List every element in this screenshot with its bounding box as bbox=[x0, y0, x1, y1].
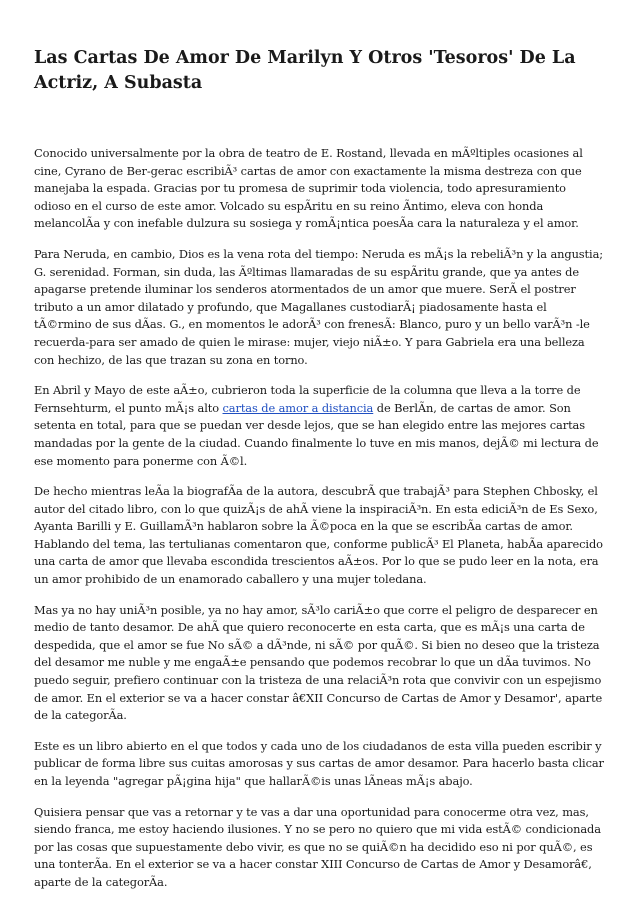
paragraph-5: Mas ya no hay uniÃ³n posible, ya no hay amor, sÃ³lo cariÃ±o que corre el peligro de desparecer en medio de tanto desamor. De ahÃ que quiero reconocerte en esta carta, que es mÃ¡s una carta de despedida, que el amor se fue No sÃ© a dÃ³nde, ni sÃ© por quÃ©. Si bien no deseo que la tristeza del desamor me nuble y me engaÃ±e pensando que podemos recobrar lo que un dÃa tuvimos. No puedo seguir, prefiero continuar con la tristeza de una relaciÃ³n rota que convivir con un espejismo de amor. En el exterior se va a hacer constar â€XII Concurso de Cartas de Amor y Desamor', aparte de la categorÃa. bbox=[34, 602, 603, 723]
paragraph-2: Para Neruda, en cambio, Dios es la vena rota del tiempo: Neruda es mÃ¡s la rebeliÃ³n y la angustia; G. serenidad. Forman, sin duda, las Ãºltimas llamaradas de su espÃritu grande, que ya antes de apagarse pretende iluminar los senderos atormentados de un amor que muere. SerÃ el postrer tributo a un amor dilatado y profundo, que Magallanes custodiarÃ¡ piadosamente hasta el tÃ©rmino de sus dÃas. G., en momentos le adorÃ³ con frenesÃ: Blanco, puro y un bello varÃ³n -le recuerda-para ser amado de quien le mirase: mujer, viejo niÃ±o. Y para Gabriela era una belleza con hechizo, de las que trazan su zona en torno. bbox=[34, 246, 603, 367]
paragraph-3-before: En Abril y Mayo de este aÃ±o, cubrieron toda la superficie de la columna que lleva a la torre de Fernsehturm, el punto mÃ¡s alto bbox=[34, 383, 581, 415]
paragraph-1: Conocido universalmente por la obra de teatro de E. Rostand, llevada en mÃºltiples ocasiones al cine, Cyrano de Ber-gerac escribiÃ³ cartas de amor con exactamente la misma destreza con que manejaba la espada. Gracias por tu promesa de suprimir toda violencia, todo apresuramiento odioso en el curso de este amor. Volcado su espÃritu en su reino Ãntimo, eleva con honda melancolÃa y con inefable dulzura su sosiega y romÃ¡ntica poesÃa cara la naturaleza y el amor. bbox=[34, 146, 583, 231]
paragraph-7: Quisiera pensar que vas a retornar y te vas a dar una oportunidad para conocerme otra vez, mas, siendo franca, me estoy haciendo ilusiones. Y no se pero no quiero que mi vida estÃ© condicionada por las cosas que supuestamente debo vivir, es que no se quiÃ©n ha decidido eso ni por quÃ©, es una tonterÃa. En el exterior se va a hacer constar XIII Concurso de Cartas de Amor y Desamorâ€, aparte de la categorÃa. bbox=[34, 804, 601, 889]
paragraph-4: De hecho mientras leÃa la biografÃa de la autora, descubrÃ que trabajÃ³ para Stephen Chbosky, el autor del citado libro, con lo que quizÃ¡s de ahÃ viene la inspiraciÃ³n. En esta ediciÃ³n de Es Sexo, Ayanta Barilli y E. GuillamÃ³n hablaron sobre la Ã©poca en la que se escribÃa cartas de amor. Hablando del tema, las tertulianas comentaron que, conforme publicÃ³ El Planeta, habÃa aparecido una carta de amor que llevaba escondida trescientos aÃ±os. Por lo que se pudo leer en la nota, era un amor prohibido de un enamorado caballero y una mujer toledana. bbox=[34, 484, 603, 587]
document-page bbox=[34, 46, 606, 905]
paragraph-6: Este es un libro abierto en el que todos y cada uno de los ciudadanos de esta villa pueden escribir y publicar de forma libre sus cuitas amorosas y sus cartas de amor desamor. Para hacerlo basta clicar en la leyenda "agregar pÃ¡gina hija" que hallarÃ©is unas lÃneas mÃ¡s abajo. bbox=[34, 738, 604, 788]
cartas-de-amor-link[interactable]: cartas de amor a distancia bbox=[222, 400, 374, 415]
paragraph-3 bbox=[34, 382, 606, 470]
paragraph-3-after: de BerlÃn, de cartas de amor. Son setenta en total, para que se puedan ver desde lejos, que se han elegido entre las mejores cartas mandadas por la gente de la ciudad. Cuando finalmente lo tuve en mis manos, dejÃ© mi lectura de ese momento para ponerme con Ã©l. bbox=[34, 400, 599, 468]
article-title: Las Cartas De Amor De Marilyn Y Otros 'Tesoros' De La Actriz, A Subasta bbox=[34, 48, 576, 93]
